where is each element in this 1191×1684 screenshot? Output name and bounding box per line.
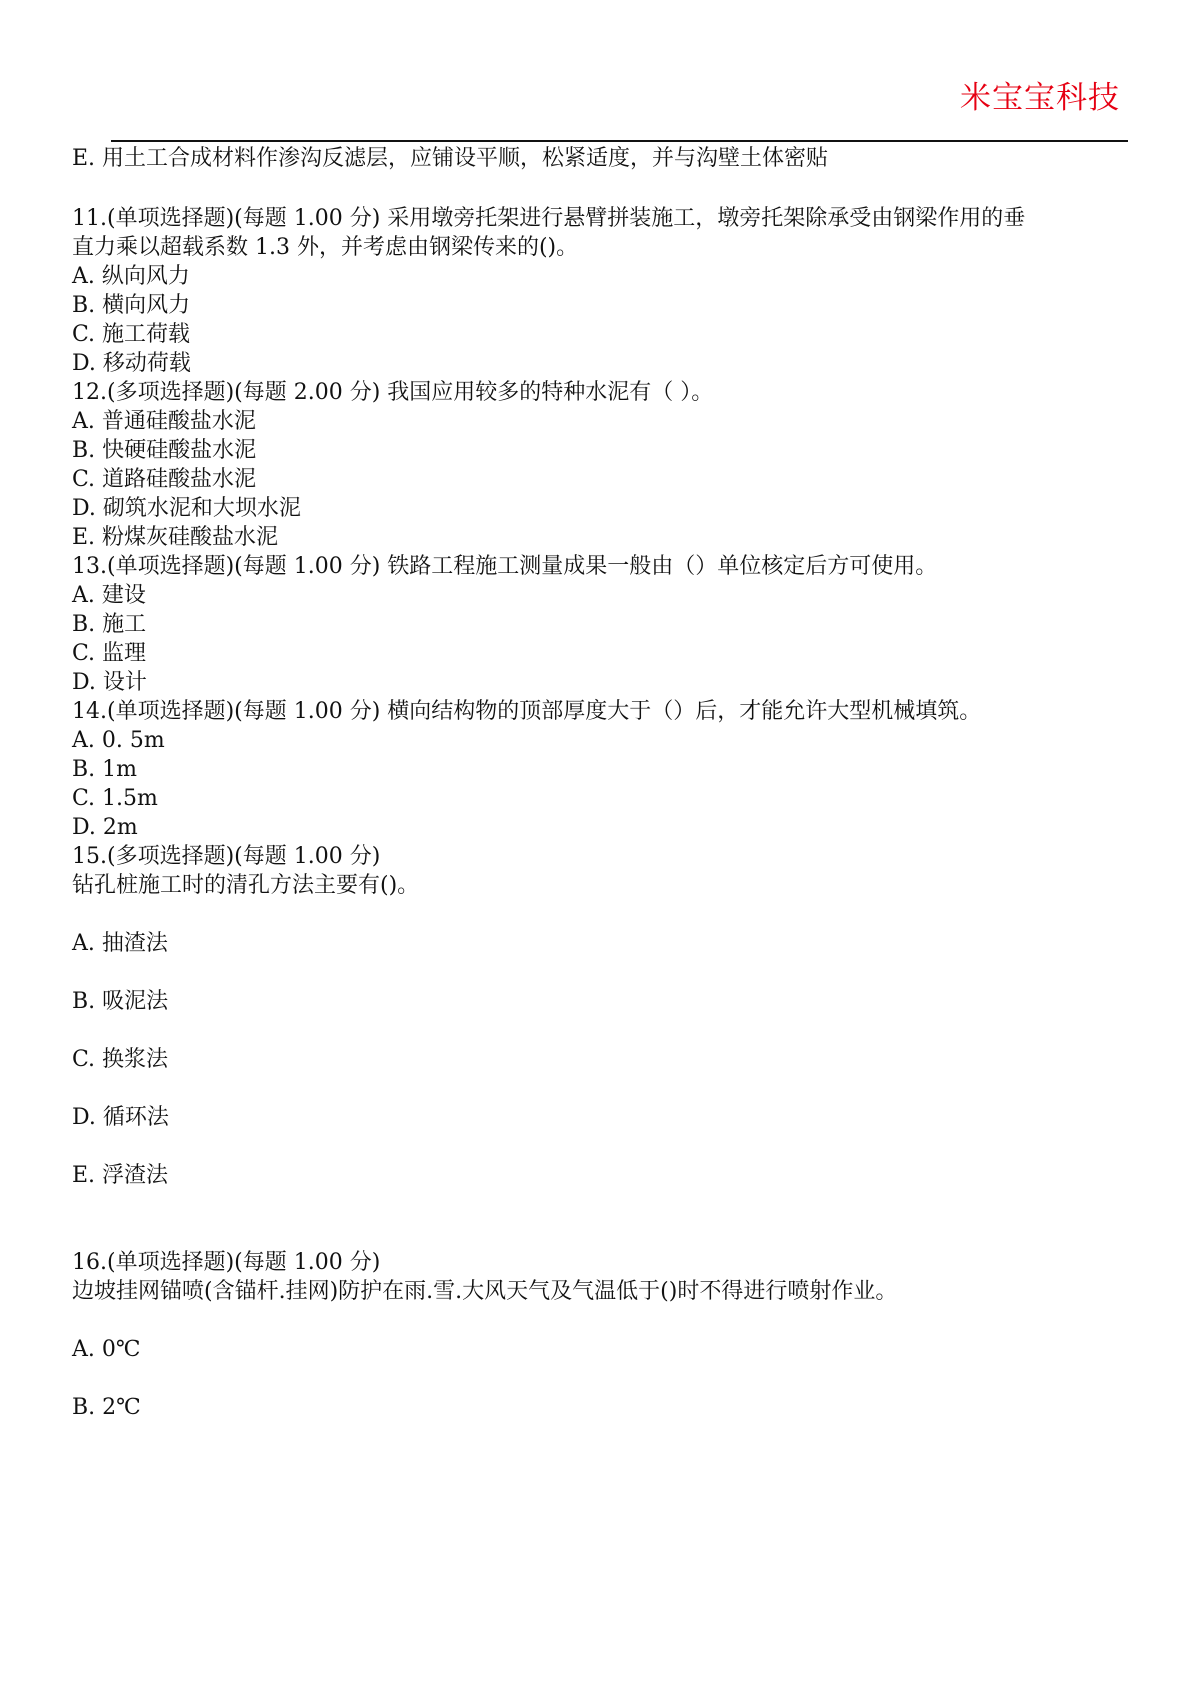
option-line: D. 设计 (72, 670, 147, 695)
question-14-stem: 14.(单项选择题)(每题 1.00 分) 横向结构物的顶部厚度大于（）后，才能允许大型机械填筑。 (72, 699, 982, 724)
question-12-stem: 12.(多项选择题)(每题 2.00 分) 我国应用较多的特种水泥有（ ）。 (72, 380, 714, 405)
question-11-stem-cont: 直力乘以超载系数 1.3 外，并考虑由钢梁传来的()。 (72, 235, 579, 260)
option-line: A. 纵向风力 (72, 264, 190, 289)
option-line: A. 0. 5m (72, 728, 165, 753)
header-divider (111, 140, 1128, 142)
question-16-header: 16.(单项选择题)(每题 1.00 分) (72, 1250, 381, 1275)
option-line: C. 1.5m (72, 786, 158, 811)
brand-watermark: 米宝宝科技 (960, 80, 1120, 116)
option-line: D. 移动荷载 (72, 351, 191, 376)
option-line: B. 1m (72, 757, 138, 782)
option-line: B. 横向风力 (72, 293, 191, 318)
option-line: D. 砌筑水泥和大坝水泥 (72, 496, 301, 521)
option-line: C. 监理 (72, 641, 147, 666)
option-line: D. 2m (72, 815, 138, 840)
option-line: A. 普通硅酸盐水泥 (72, 409, 256, 434)
option-line: D. 循环法 (72, 1105, 169, 1130)
question-16-stem: 边坡挂网锚喷(含锚杆.挂网)防护在雨.雪.大风天气及气温低于()时不得进行喷射作业。 (72, 1279, 898, 1304)
option-line: E. 浮渣法 (72, 1163, 169, 1188)
option-line: E. 用土工合成材料作渗沟反滤层，应铺设平顺，松紧适度，并与沟壁土体密贴 (72, 146, 829, 171)
option-line: B. 快硬硅酸盐水泥 (72, 438, 257, 463)
option-line: A. 0℃ (72, 1337, 141, 1362)
option-line: B. 吸泥法 (72, 989, 169, 1014)
option-line: C. 换浆法 (72, 1047, 169, 1072)
question-15-header: 15.(多项选择题)(每题 1.00 分) (72, 844, 381, 869)
question-15-stem: 钻孔桩施工时的清孔方法主要有()。 (72, 873, 420, 898)
option-line: B. 2℃ (72, 1395, 141, 1420)
option-line: E. 粉煤灰硅酸盐水泥 (72, 525, 279, 550)
option-line: C. 道路硅酸盐水泥 (72, 467, 257, 492)
option-line: A. 抽渣法 (72, 931, 168, 956)
option-line: B. 施工 (72, 612, 147, 637)
option-line: C. 施工荷载 (72, 322, 191, 347)
option-line: A. 建设 (72, 583, 146, 608)
question-13-stem: 13.(单项选择题)(每题 1.00 分) 铁路工程施工测量成果一般由（）单位核定后方可使用。 (72, 554, 938, 579)
question-11-stem: 11.(单项选择题)(每题 1.00 分) 采用墩旁托架进行悬臂拼装施工，墩旁托架除承受由钢梁作用的垂 (72, 206, 1026, 231)
